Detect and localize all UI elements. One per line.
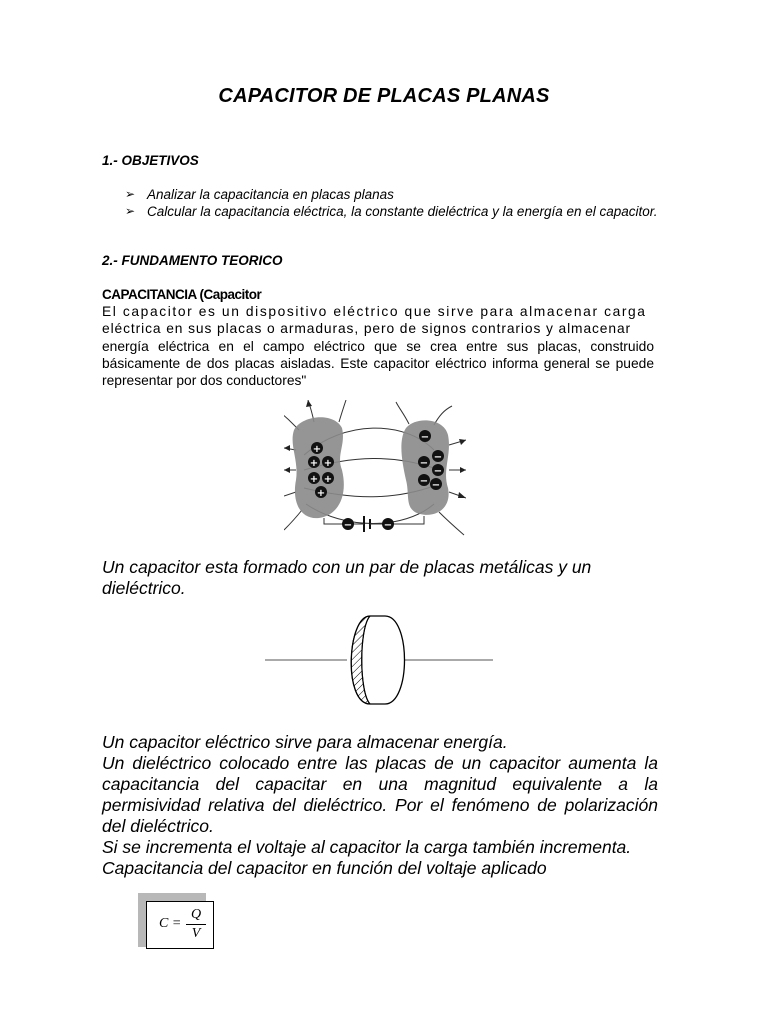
list-item-text: Calcular la capacitancia eléctrica, la constante dieléctrica y la energía en el capacitor. bbox=[147, 204, 658, 219]
minus-sign: − bbox=[419, 476, 429, 487]
paragraph-line: Un dieléctrico colocado entre las placas de un capacitor aumenta la capacitancia del capacitar en una magnitud equivalente a la permisividad relativa del dieléctrico. Por el fenómeno de polarización del dieléctrico. bbox=[102, 753, 658, 836]
formula-numerator: Q bbox=[190, 907, 202, 922]
paragraph-line: Un capacitor eléctrico sirve para almacenar energía. bbox=[102, 732, 508, 752]
capacitor-disc-diagram bbox=[265, 612, 495, 708]
paragraph-line: El capacitor es un dispositivo eléctrico que sirve para almacenar carga bbox=[102, 304, 647, 319]
minus-sign: − bbox=[343, 520, 353, 531]
list-item bbox=[125, 203, 665, 220]
paragraph-line: Si se incrementa el voltaje al capacitor la carga también incrementa. bbox=[102, 837, 632, 857]
plus-sign: + bbox=[312, 444, 322, 455]
arrowhead-bullet-icon: ➢ bbox=[125, 204, 136, 218]
paragraph-line: eléctrica en sus placas o armaduras, pero de signos contrarios y almacenar bbox=[102, 321, 632, 337]
plus-sign: + bbox=[309, 474, 319, 485]
minus-sign: − bbox=[433, 466, 443, 477]
capacitance-formula bbox=[146, 901, 214, 949]
minus-sign: − bbox=[431, 480, 441, 491]
plus-sign: + bbox=[316, 488, 326, 499]
minus-sign: − bbox=[420, 432, 430, 443]
section-fundamento-heading: 2.- FUNDAMENTO TEORICO bbox=[102, 253, 283, 268]
paragraph-line: Capacitancia del capacitor en función del voltaje aplicado bbox=[102, 858, 547, 878]
minus-sign: − bbox=[383, 520, 393, 531]
energy-paragraph bbox=[102, 732, 658, 879]
plus-sign: + bbox=[323, 458, 333, 469]
capacitancia-paragraph bbox=[102, 303, 654, 389]
capacitor-description-text: Un capacitor esta formado con un par de placas metálicas y un dieléctrico. bbox=[102, 557, 592, 598]
arrowhead-bullet-icon: ➢ bbox=[125, 187, 136, 201]
capacitancia-subheading: CAPACITANCIA (Capacitor bbox=[102, 287, 262, 302]
plus-sign: + bbox=[323, 474, 333, 485]
section-objetivos-heading: 1.- OBJETIVOS bbox=[102, 153, 199, 168]
charged-conductors-field-diagram bbox=[284, 400, 466, 542]
formula-lhs: C = bbox=[159, 916, 182, 931]
plus-sign: + bbox=[309, 458, 319, 469]
paragraph-text: energía eléctrica en el campo eléctrico que se crea entre sus placas, construido básicamente de dos placas aisladas. Este capacitor eléctrico informa general se puede representar por dos conductores" bbox=[102, 338, 654, 389]
formula-fraction bbox=[186, 907, 206, 942]
minus-sign: − bbox=[433, 452, 443, 463]
page-title: CAPACITOR DE PLACAS PLANAS bbox=[218, 85, 550, 107]
minus-sign: − bbox=[419, 458, 429, 469]
formula-denominator: V bbox=[191, 926, 201, 941]
objectives-list bbox=[125, 186, 665, 220]
list-item bbox=[125, 186, 665, 203]
list-item-text: Analizar la capacitancia en placas planas bbox=[147, 187, 394, 202]
